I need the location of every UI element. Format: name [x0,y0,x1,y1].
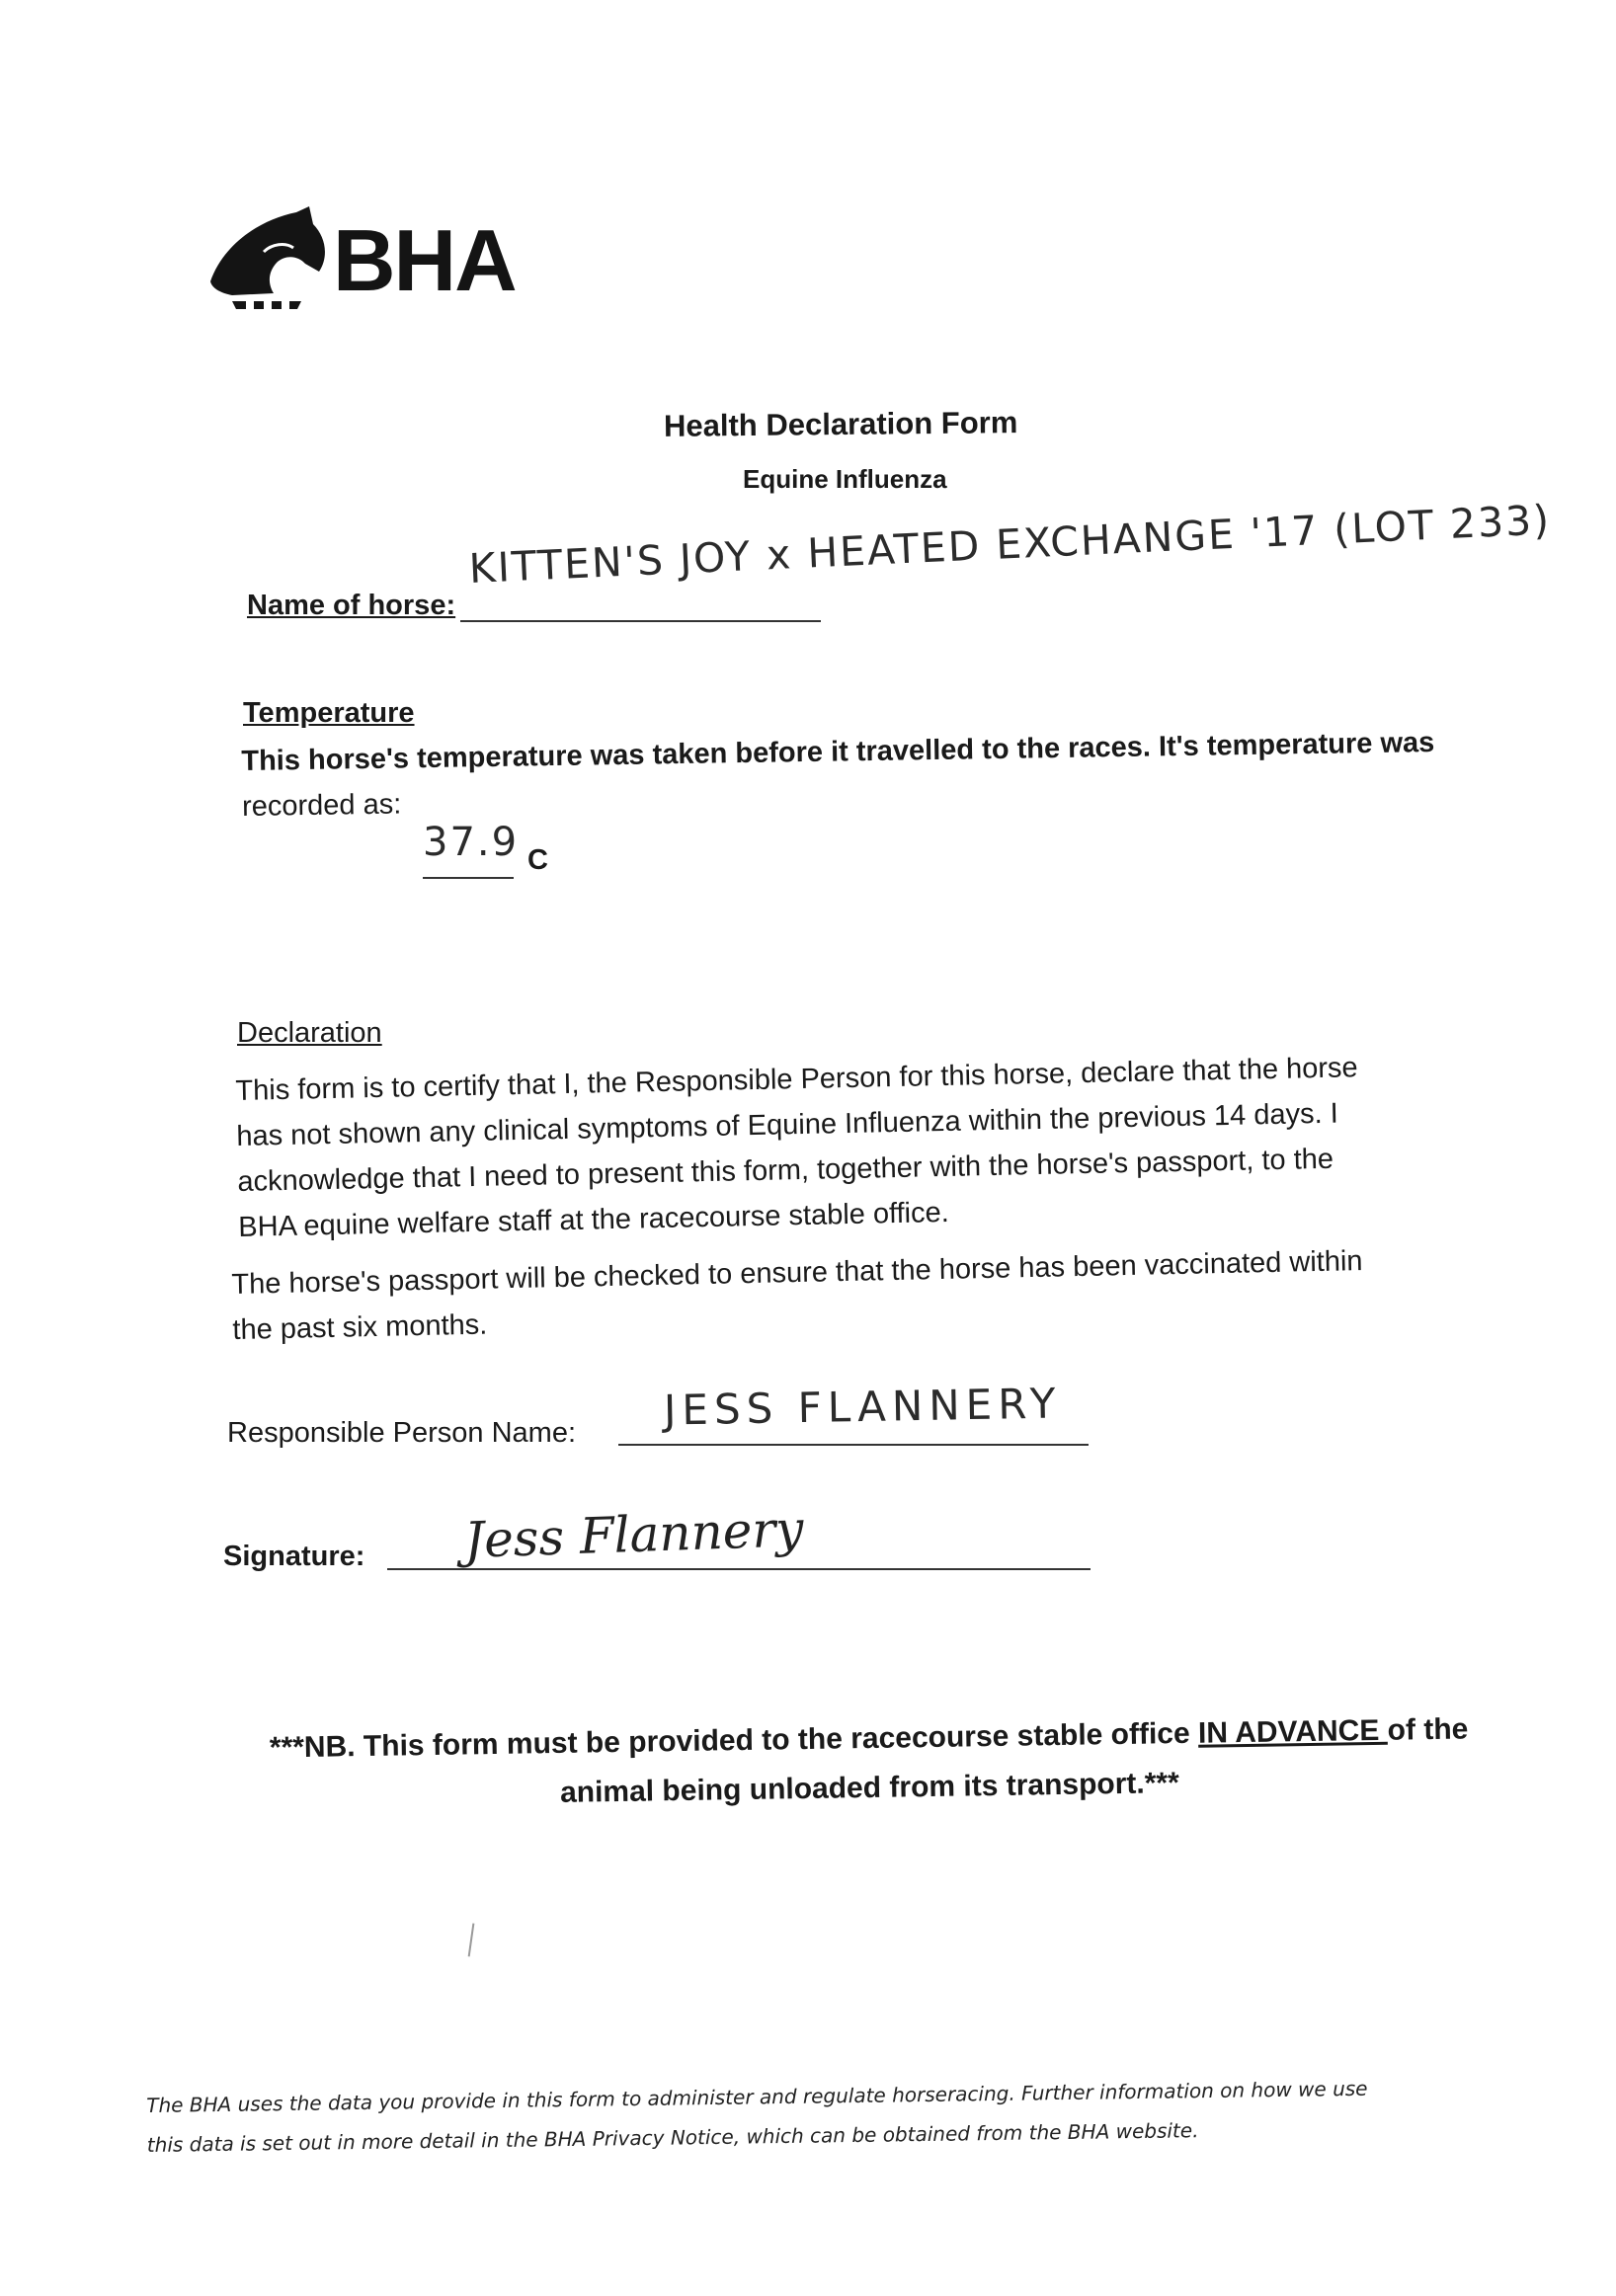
horse-name-value: KITTEN'S JOY x HEATED EXCHANGE '17 (LOT 233) [467,496,1553,593]
responsible-person-label: Responsible Person Name: [227,1417,577,1449]
declaration-heading: Declaration [237,1017,382,1049]
declaration-line1: This form is to certify that I, the Responsible Person for this horse, declare that the horse [235,1052,1358,1107]
horse-name-label: Name of horse: [247,590,456,621]
signature-label: Signature: [223,1541,365,1572]
declaration-paragraph-2 [231,1238,1364,1353]
temperature-text [241,720,1435,830]
declaration-line6: the past six months. [232,1308,488,1346]
nb-prefix: ***NB. This form must be provided to the racecourse stable office [269,1716,1199,1765]
responsible-person-line [618,1444,1089,1446]
temperature-heading: Temperature [243,697,415,729]
scan-mark [468,1923,483,1957]
declaration-line2: has not shown any clinical symptoms of Equine Influenza within the previous 14 days. I [236,1097,1339,1152]
signature-line [387,1568,1091,1570]
temperature-unit: C [527,844,548,876]
form-subtitle: Equine Influenza [743,464,947,494]
responsible-person-value: JESS FLANNERY [663,1379,1062,1435]
logo-text: BHA [333,211,516,309]
horse-name-line [460,620,821,622]
temperature-text-line1: This horse's temperature was taken before it travelled to the races. It's temperature was [241,727,1435,777]
nb-suffix: of the [1387,1712,1469,1747]
bha-logo [202,202,528,321]
footer-line2: this data is set out in more detail in the BHA Privacy Notice, which can be obtained from the BHA website. [146,2118,1199,2157]
nb-line2: animal being unloaded from its transport.*** [559,1767,1179,1809]
temperature-value: 37.9 [423,820,520,865]
temperature-line [423,877,514,879]
declaration-line5: The horse's passport will be checked to ensure that the horse has been vaccinated within [231,1245,1363,1301]
footer-line1: The BHA uses the data you provide in this form to administer and regulate horseracing. Further information on how we use [146,2076,1368,2117]
form-title: Health Declaration Form [663,405,1018,443]
temperature-text-line2: recorded as: [241,788,402,823]
horse-head-icon [202,202,331,321]
declaration-line3: acknowledge that I need to present this form, together with the horse's passport, to the [237,1143,1334,1198]
declaration-line4: BHA equine welfare staff at the racecourse stable office. [238,1196,950,1243]
declaration-paragraph-1 [235,1045,1361,1250]
nb-notice [216,1704,1521,1824]
signature-value: Jess Flannery [463,1500,805,1569]
privacy-footer [146,2069,1368,2165]
nb-emphasis: IN ADVANCE [1197,1713,1388,1750]
